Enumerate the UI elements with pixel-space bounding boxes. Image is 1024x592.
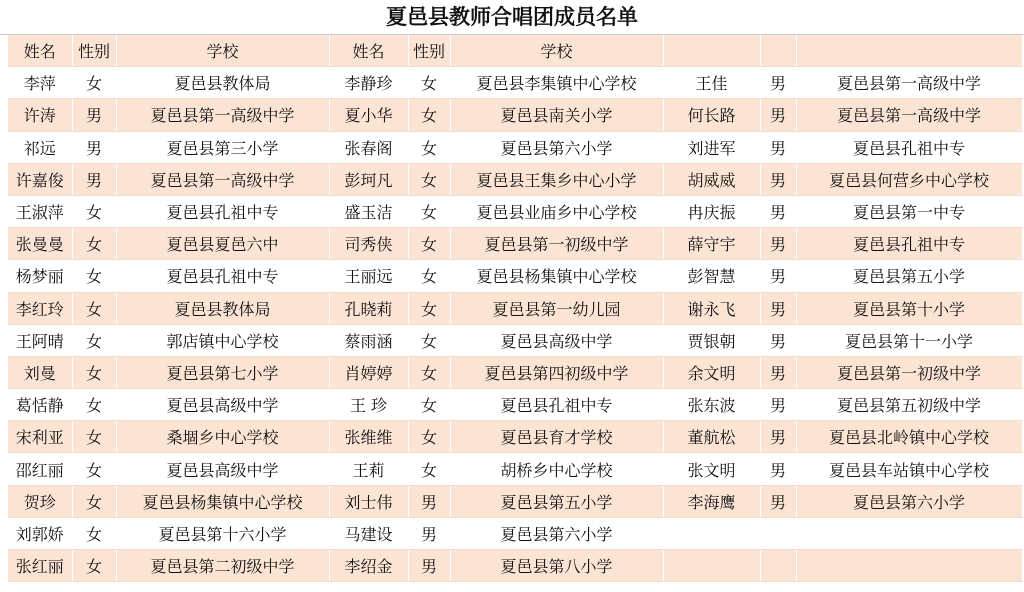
name-cell: 马建设 [329,517,408,549]
gender-cell: 女 [72,356,116,388]
table-row [8,550,1022,582]
table-row [8,195,1022,227]
name-cell: 张红丽 [8,550,72,582]
gender-cell: 女 [72,324,116,356]
gender-cell: 男 [72,131,116,163]
gender-cell: 男 [408,517,450,549]
name-cell: 王丽远 [329,260,408,292]
table-row [8,99,1022,131]
gender-cell: 男 [760,228,796,260]
school-cell: 夏邑县第六小学 [450,131,663,163]
table-row [8,292,1022,324]
gender-cell [760,550,796,582]
table-row [8,260,1022,292]
name-cell: 邵红丽 [8,453,72,485]
table-row [8,453,1022,485]
gender-cell: 女 [408,324,450,356]
name-cell: 葛恬静 [8,389,72,421]
school-cell: 夏邑县第五初级中学 [796,389,1022,421]
school-cell: 夏邑县孔祖中专 [450,389,663,421]
school-cell: 夏邑县孔祖中专 [116,260,329,292]
gender-cell: 女 [72,292,116,324]
name-cell: 董航松 [663,421,760,453]
gender-cell: 女 [72,485,116,517]
name-cell: 张维维 [329,421,408,453]
gender-cell: 男 [72,99,116,131]
name-cell: 刘曼 [8,356,72,388]
name-cell: 杨梦丽 [8,260,72,292]
gender-cell: 男 [760,421,796,453]
name-cell: 李绍金 [329,550,408,582]
gender-cell: 女 [72,195,116,227]
gender-cell: 男 [760,163,796,195]
gender-cell: 女 [408,260,450,292]
school-cell: 桑堌乡中心学校 [116,421,329,453]
school-cell [796,550,1022,582]
gender-cell: 女 [72,517,116,549]
name-cell: 胡威威 [663,163,760,195]
table-row [8,485,1022,517]
name-cell: 张曼曼 [8,228,72,260]
name-cell: 彭珂凡 [329,163,408,195]
table-row [8,131,1022,163]
member-table [8,35,1023,582]
header-cell-gender: 性别 [408,35,450,67]
gender-cell: 男 [760,389,796,421]
gender-cell: 男 [760,292,796,324]
school-cell: 夏邑县教体局 [116,67,329,99]
school-cell: 夏邑县业庙乡中心学校 [450,195,663,227]
gender-cell: 男 [760,195,796,227]
name-cell: 李萍 [8,67,72,99]
gender-cell: 男 [760,67,796,99]
gender-cell: 女 [408,163,450,195]
name-cell: 王淑萍 [8,195,72,227]
gender-cell: 女 [72,389,116,421]
school-cell: 夏邑县第七小学 [116,356,329,388]
gender-cell: 女 [72,67,116,99]
school-cell [796,517,1022,549]
name-cell: 薛守宇 [663,228,760,260]
name-cell: 夏小华 [329,99,408,131]
school-cell: 夏邑县第一初级中学 [450,228,663,260]
name-cell: 肖婷婷 [329,356,408,388]
school-cell: 夏邑县夏邑六中 [116,228,329,260]
name-cell: 王佳 [663,67,760,99]
name-cell: 盛玉洁 [329,195,408,227]
gender-cell: 男 [760,131,796,163]
name-cell: 张东波 [663,389,760,421]
school-cell: 夏邑县第二初级中学 [116,550,329,582]
school-cell: 夏邑县孔祖中专 [796,131,1022,163]
header-cell-name: 姓名 [329,35,408,67]
gender-cell: 男 [408,485,450,517]
school-cell: 夏邑县杨集镇中心学校 [116,485,329,517]
name-cell: 李海鹰 [663,485,760,517]
gender-cell: 女 [72,453,116,485]
header-cell-school: 学校 [116,35,329,67]
school-cell: 夏邑县高级中学 [116,389,329,421]
school-cell: 夏邑县高级中学 [450,324,663,356]
school-cell: 夏邑县第六小学 [796,485,1022,517]
gender-cell: 男 [760,485,796,517]
header-cell-empty [663,35,760,67]
school-cell: 夏邑县第一高级中学 [116,163,329,195]
gender-cell: 女 [408,67,450,99]
table-row [8,228,1022,260]
name-cell: 蔡雨涵 [329,324,408,356]
school-cell: 胡桥乡中心学校 [450,453,663,485]
name-cell: 许涛 [8,99,72,131]
name-cell: 贾银朝 [663,324,760,356]
name-cell: 冉庆振 [663,195,760,227]
header-row [8,35,1022,67]
school-cell: 夏邑县第六小学 [450,517,663,549]
table-row [8,163,1022,195]
school-cell: 夏邑县高级中学 [116,453,329,485]
header-cell-name: 姓名 [8,35,72,67]
school-cell: 夏邑县王集乡中心小学 [450,163,663,195]
school-cell: 夏邑县第十一小学 [796,324,1022,356]
name-cell: 刘进军 [663,131,760,163]
school-cell: 夏邑县北岭镇中心学校 [796,421,1022,453]
header-cell-empty [760,35,796,67]
name-cell: 宋利亚 [8,421,72,453]
school-cell: 夏邑县第一高级中学 [116,99,329,131]
school-cell: 夏邑县育才学校 [450,421,663,453]
header-cell-school: 学校 [450,35,663,67]
school-cell: 夏邑县第四初级中学 [450,356,663,388]
gender-cell: 男 [760,324,796,356]
school-cell: 夏邑县第十小学 [796,292,1022,324]
table-row [8,67,1022,99]
school-cell: 夏邑县孔祖中专 [116,195,329,227]
name-cell: 刘郭娇 [8,517,72,549]
gender-cell: 男 [760,356,796,388]
school-cell: 夏邑县第五小学 [796,260,1022,292]
school-cell: 夏邑县李集镇中心学校 [450,67,663,99]
table-row [8,389,1022,421]
gender-cell: 男 [760,453,796,485]
name-cell: 许嘉俊 [8,163,72,195]
school-cell: 夏邑县第一中专 [796,195,1022,227]
name-cell: 李静珍 [329,67,408,99]
name-cell: 张文明 [663,453,760,485]
name-cell: 贺珍 [8,485,72,517]
gender-cell: 女 [408,131,450,163]
gender-cell: 女 [408,453,450,485]
name-cell: 张春阁 [329,131,408,163]
name-cell [663,517,760,549]
gender-cell: 男 [72,163,116,195]
gender-cell: 女 [408,421,450,453]
gender-cell: 女 [408,228,450,260]
school-cell: 夏邑县何营乡中心学校 [796,163,1022,195]
gender-cell: 女 [72,260,116,292]
school-cell: 夏邑县第十六小学 [116,517,329,549]
name-cell: 孔晓莉 [329,292,408,324]
name-cell: 司秀侠 [329,228,408,260]
name-cell [663,550,760,582]
school-cell: 夏邑县第一幼儿园 [450,292,663,324]
table-row [8,356,1022,388]
table-row [8,421,1022,453]
name-cell: 余文明 [663,356,760,388]
school-cell: 夏邑县第三小学 [116,131,329,163]
gender-cell: 女 [72,228,116,260]
gender-cell: 女 [408,195,450,227]
gender-cell: 女 [408,292,450,324]
school-cell: 夏邑县第八小学 [450,550,663,582]
gender-cell: 女 [72,550,116,582]
gender-cell: 男 [760,99,796,131]
gender-cell: 男 [408,550,450,582]
name-cell: 祁远 [8,131,72,163]
gender-cell: 女 [408,356,450,388]
school-cell: 夏邑县第一初级中学 [796,356,1022,388]
name-cell: 王阿晴 [8,324,72,356]
name-cell: 谢永飞 [663,292,760,324]
school-cell: 夏邑县教体局 [116,292,329,324]
table-row [8,324,1022,356]
name-cell: 李红玲 [8,292,72,324]
header-cell-empty [796,35,1022,67]
school-cell: 郭店镇中心学校 [116,324,329,356]
gender-cell: 男 [760,260,796,292]
name-cell: 王 珍 [329,389,408,421]
school-cell: 夏邑县南关小学 [450,99,663,131]
sheet-title: 夏邑县教师合唱团成员名单 [0,0,1024,35]
school-cell: 夏邑县车站镇中心学校 [796,453,1022,485]
school-cell: 夏邑县第五小学 [450,485,663,517]
name-cell: 刘士伟 [329,485,408,517]
gender-cell [760,517,796,549]
header-cell-gender: 性别 [72,35,116,67]
school-cell: 夏邑县孔祖中专 [796,228,1022,260]
gender-cell: 女 [408,99,450,131]
school-cell: 夏邑县第一高级中学 [796,67,1022,99]
school-cell: 夏邑县杨集镇中心学校 [450,260,663,292]
table-row [8,517,1022,549]
gender-cell: 女 [72,421,116,453]
school-cell: 夏邑县第一高级中学 [796,99,1022,131]
gender-cell: 女 [408,389,450,421]
name-cell: 何长路 [663,99,760,131]
name-cell: 王莉 [329,453,408,485]
name-cell: 彭智慧 [663,260,760,292]
